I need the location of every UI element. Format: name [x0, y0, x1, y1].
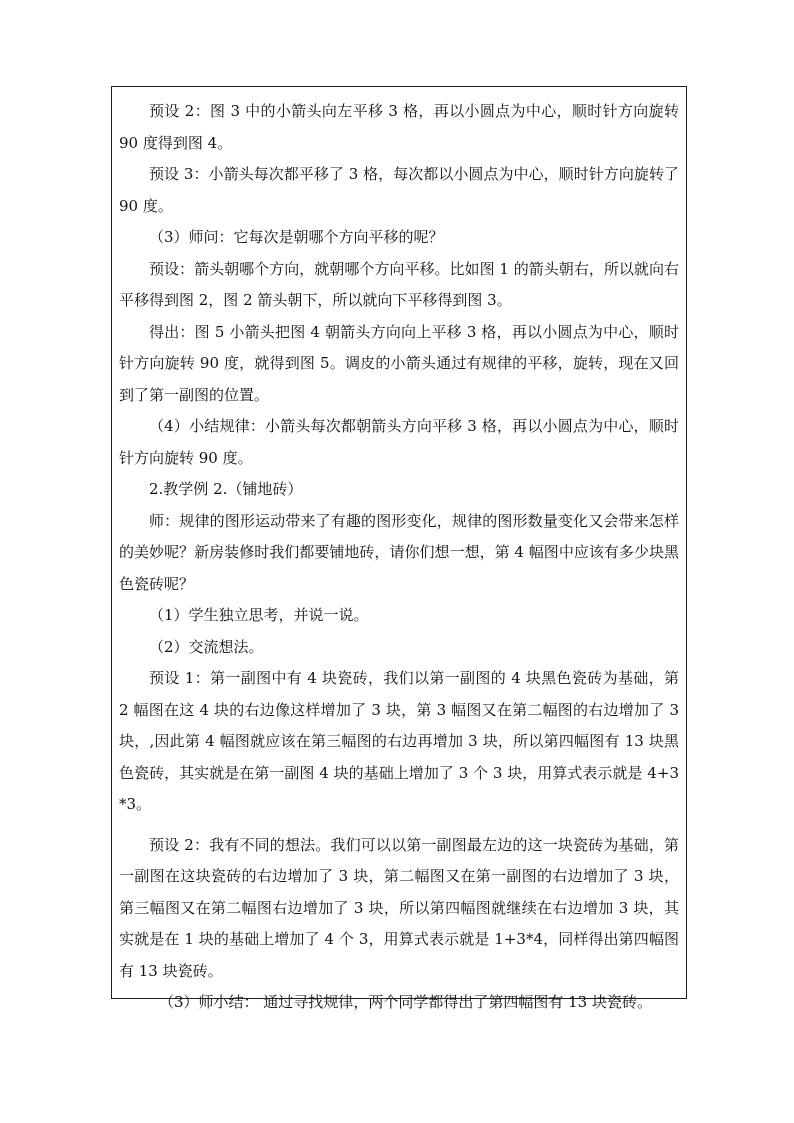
- document-body: [119, 96, 679, 1019]
- paragraph-teacher-summary: （3）师小结： 通过寻找规律，两个同学都得出了第四幅图有 13 块瓷砖。: [159, 993, 652, 1011]
- paragraph-preset-2: 预设 2：图 3 中的小箭头向左平移 3 格，再以小圆点为中心，顺时针方向旋转 90 度得到图 4。: [119, 102, 679, 152]
- paragraph-teacher-question: （3）师问：它每次是朝哪个方向平移的呢？: [149, 228, 444, 246]
- paragraph-preset-2-tiles: 预设 2：我有不同的想法。我们可以以第一副图最左边的这一块瓷砖为基础，第一副图在这块瓷砖的右边增加了 3 块，第二幅图又在第一副图的右边增加了 3 块，第三幅图又在第二幅图右边增加了 3 块，所以第四幅图就继续在右边增加 3 块，其实就是在 1 块的基础上增加了 4 个 3，用算式表示就是 1+3*4，同样得出第四幅图有 13 块瓷砖。: [119, 835, 679, 980]
- paragraph-exchange-ideas: （2）交流想法。: [149, 637, 264, 656]
- paragraph-example-2-heading: 2.教学例 2.（铺地砖）: [149, 480, 303, 498]
- paragraph-conclusion: 得出：图 5 小箭头把图 4 朝箭头方向向上平移 3 格，再以小圆点为中心，顺时针方向旋转 90 度，就得到图 5。调皮的小箭头通过有规律的平移，旋转，现在又回到了第一副图的位置。: [119, 322, 679, 404]
- paragraph-preset-direction: 预设：箭头朝哪个方向，就朝哪个方向平移。比如图 1 的箭头朝右，所以就向右平移得到图 2，图 2 箭头朝下，所以就向下平移得到图 3。: [119, 259, 679, 309]
- paragraph-independent-thinking: （1）学生独立思考，并说一说。: [149, 606, 369, 624]
- paragraph-summary-rule: （4）小结规律：小箭头每次都朝箭头方向平移 3 格，再以小圆点为中心，顺时针方向旋转 90 度。: [119, 417, 679, 467]
- paragraph-teacher-intro: 师：规律的图形运动带来了有趣的图形变化，规律的图形数量变化又会带来怎样的美妙呢？新房装修时我们都要铺地砖，请你们想一想，第 4 幅图中应该有多少块黑色瓷砖呢？: [119, 511, 679, 593]
- paragraph-preset-3: 预设 3：小箭头每次都平移了 3 格，每次都以小圆点为中心，顺时针方向旋转了 90 度。: [119, 165, 679, 215]
- paragraph-preset-1-tiles: 预设 1：第一副图中有 4 块瓷砖，我们以第一副图的 4 块黑色瓷砖为基础，第 2 幅图在这 4 块的右边像这样增加了 3 块，第 3 幅图又在第二幅图的右边增加了 3 块，,因此第 4 幅图就应该在第三幅图的右边再增加 3 块，所以第四幅图有 13 块黑色瓷砖，其实就是在第一副图 4 块的基础上增加了 3 个 3 块，用算式表示就是 4+3*3。: [119, 669, 679, 813]
